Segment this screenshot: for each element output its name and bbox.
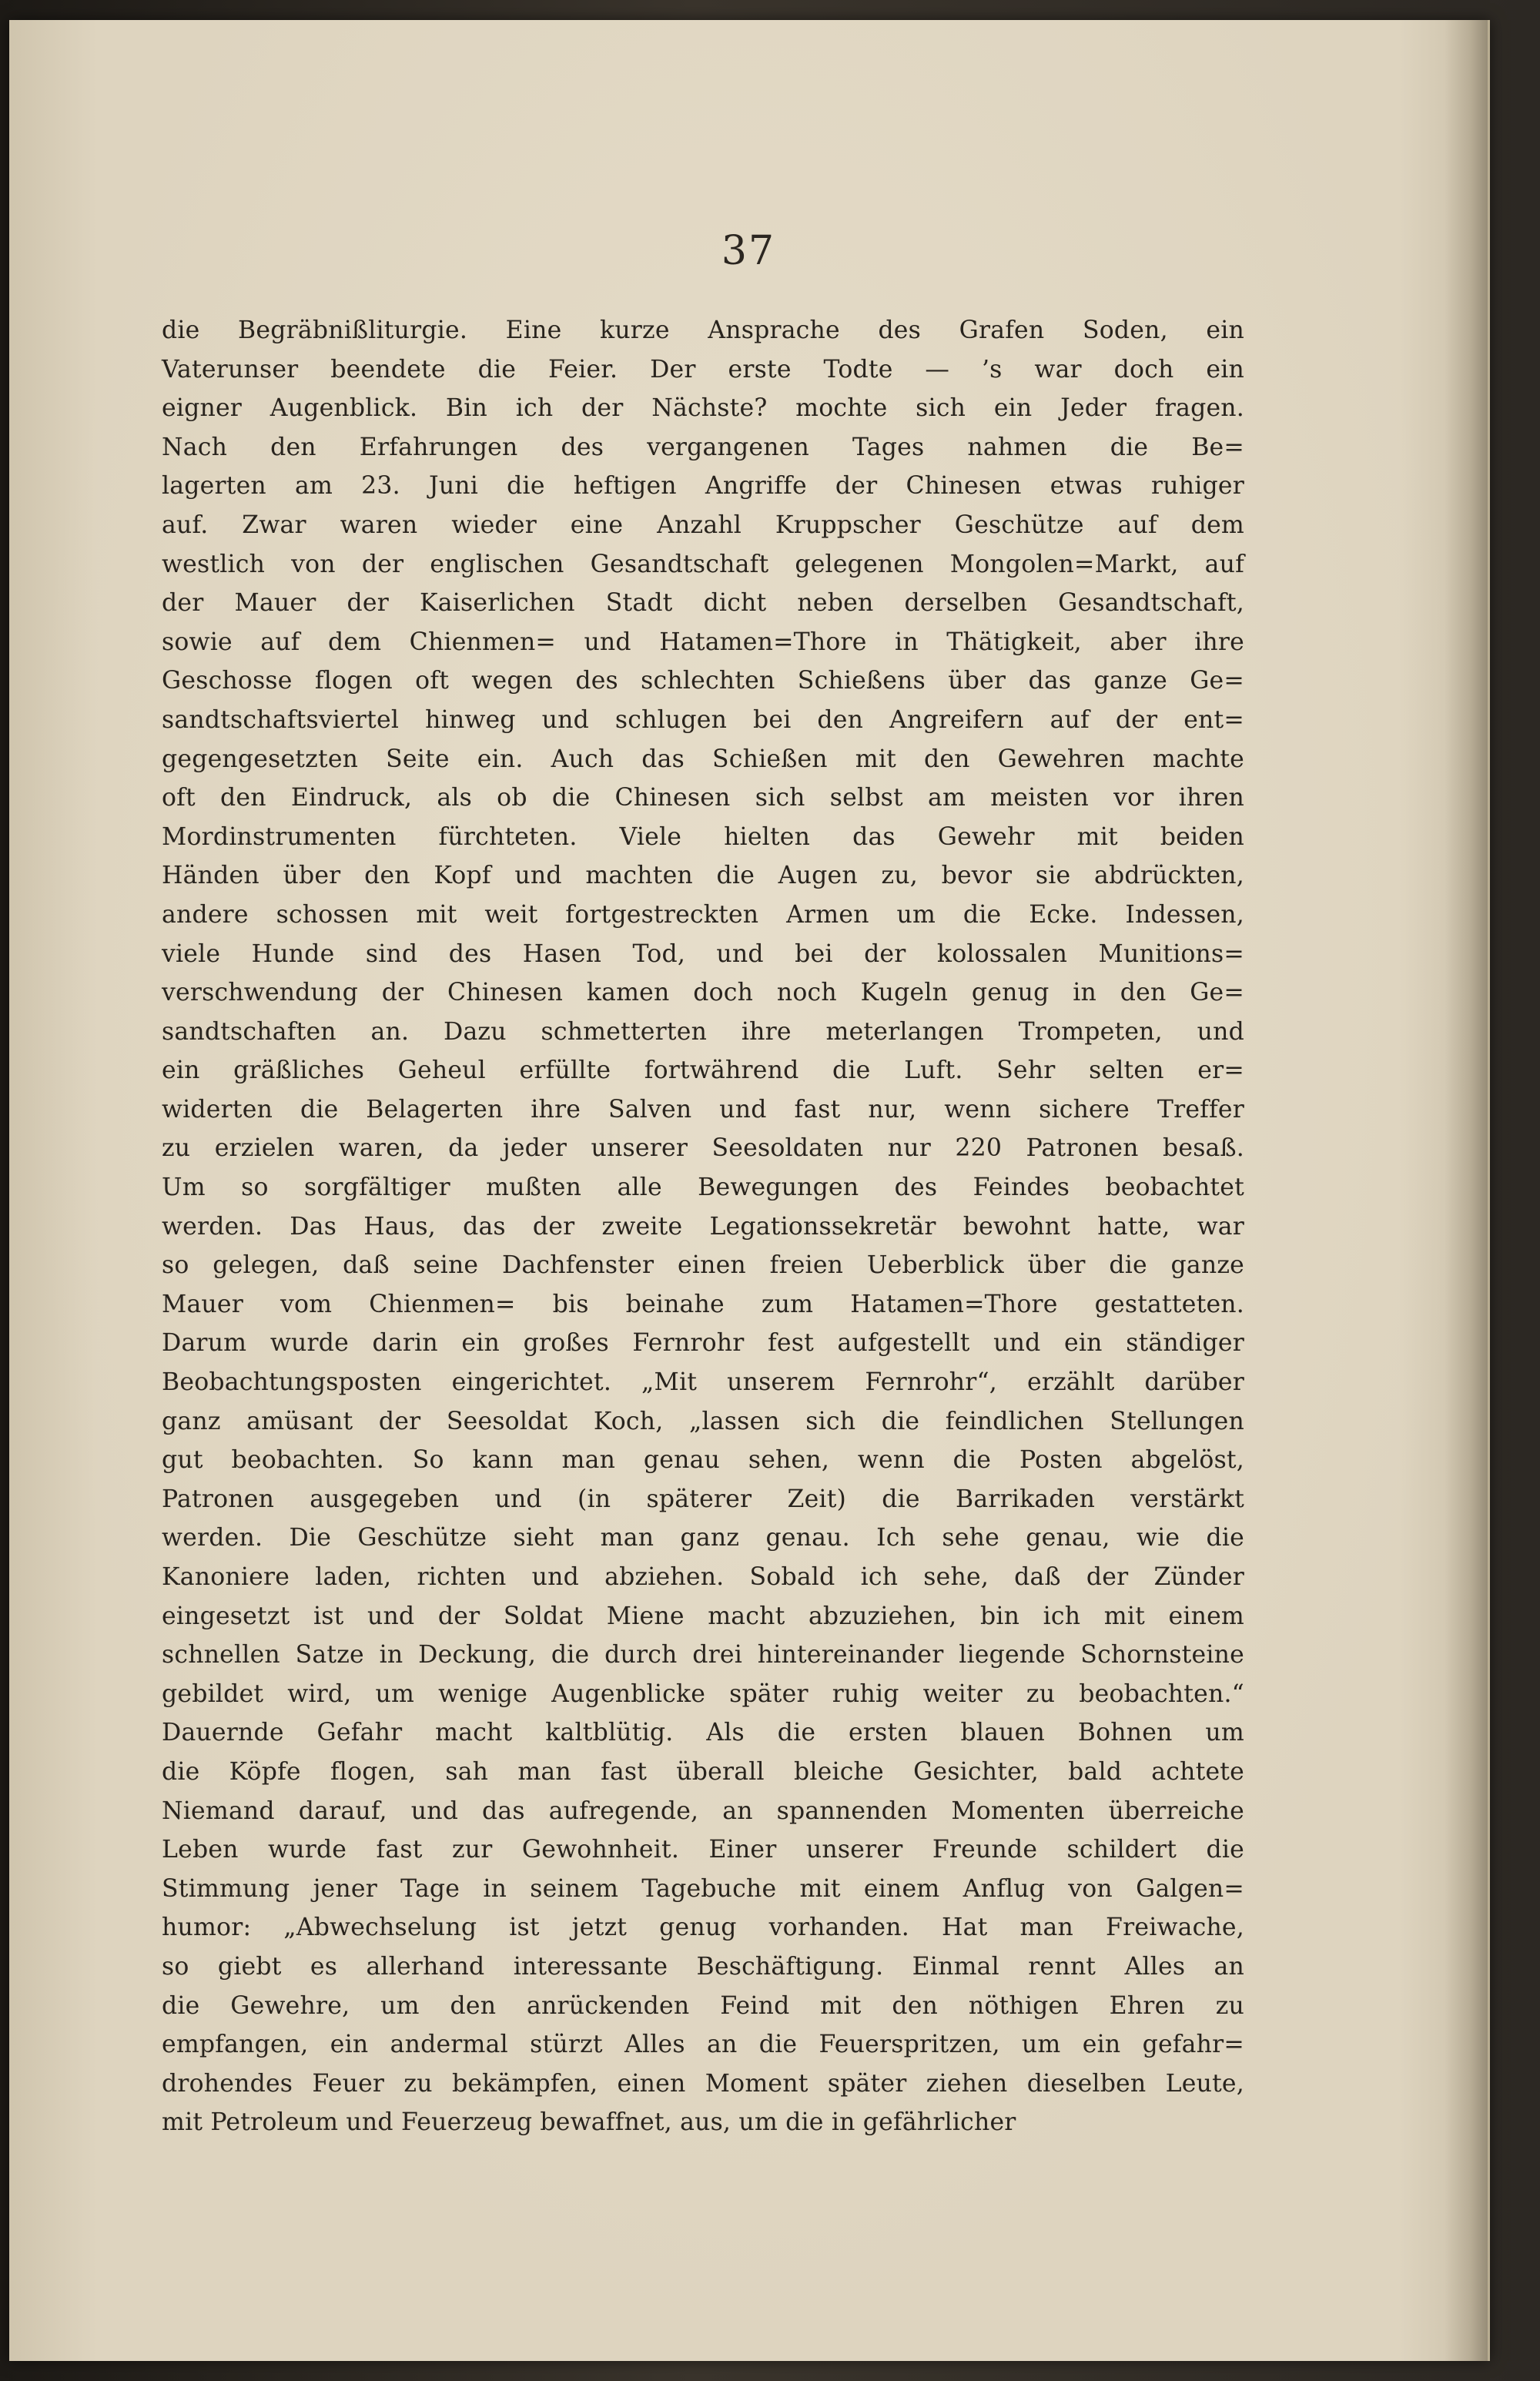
text-line: die Gewehre, um den anrückenden Feind mit den nöthigen Ehren zu	[162, 1991, 1244, 2020]
page-number: 37	[721, 228, 776, 274]
text-line: Niemand darauf, und das aufregende, an spannenden Momenten überreiche	[162, 1797, 1244, 1825]
text-line: drohendes Feuer zu bekämpfen, einen Moment später ziehen dieselben Leute,	[162, 2069, 1244, 2098]
text-line: Händen über den Kopf und machten die Augen zu, bevor sie abdrückten,	[162, 862, 1244, 890]
text-line: schnellen Satze in Deckung, die durch drei hintereinander liegende Schornsteine	[162, 1641, 1244, 1669]
text-line: andere schossen mit weit fortgestreckten Armen um die Ecke. Indessen,	[162, 900, 1244, 929]
text-line: Patronen ausgegeben und (in späterer Zeit) die Barrikaden verstärkt	[162, 1485, 1244, 1513]
text-line: gebildet wird, um wenige Augenblicke später ruhig weiter zu beobachten.“	[162, 1679, 1244, 1708]
text-line: westlich von der englischen Gesandtschaft gelegenen Mongolen=Markt, auf	[162, 550, 1244, 578]
body-text	[162, 311, 1244, 2142]
text-line: eingesetzt ist und der Soldat Miene macht abzuziehen, bin ich mit einem	[162, 1602, 1244, 1630]
text-line: Mauer vom Chienmen= bis beinahe zum Hatamen=Thore gestatteten.	[162, 1290, 1244, 1318]
text-line: widerten die Belagerten ihre Salven und fast nur, wenn sichere Treffer	[162, 1095, 1244, 1124]
text-line: so giebt es allerhand interessante Beschäftigung. Einmal rennt Alles an	[162, 1952, 1244, 1981]
text-line: auf. Zwar waren wieder eine Anzahl Kruppscher Geschütze auf dem	[162, 511, 1244, 539]
text-line: Um so sorgfältiger mußten alle Bewegungen des Feindes beobachtet	[162, 1174, 1244, 1202]
text-line: eigner Augenblick. Bin ich der Nächste? mochte sich ein Jeder fragen.	[162, 394, 1244, 423]
text-line: humor: „Abwechselung ist jetzt genug vorhanden. Hat man Freiwache,	[162, 1914, 1244, 1942]
text-line: empfangen, ein andermal stürzt Alles an die Feuerspritzen, um ein gefahr=	[162, 2031, 1244, 2059]
text-line: Leben wurde fast zur Gewohnheit. Einer unserer Freunde schildert die	[162, 1836, 1244, 1864]
text-line: Beobachtungsposten eingerichtet. „Mit unserem Fernrohr“, erzählt darüber	[162, 1368, 1244, 1397]
text-line: mit Petroleum und Feuerzeug bewaffnet, aus, um die in gefährlicher	[162, 2108, 1016, 2137]
text-line: werden. Die Geschütze sieht man ganz genau. Ich sehe genau, wie die	[162, 1524, 1244, 1552]
text-line: oft den Eindruck, als ob die Chinesen sich selbst am meisten vor ihren	[162, 784, 1244, 812]
text-line: sandtschaftsviertel hinweg und schlugen bei den Angreifern auf der ent=	[162, 705, 1244, 734]
text-line: Darum wurde darin ein großes Fernrohr fest aufgestellt und ein ständiger	[162, 1329, 1244, 1358]
text-line: lagerten am 23. Juni die heftigen Angriffe der Chinesen etwas ruhiger	[162, 472, 1244, 501]
text-line: zu erzielen waren, da jeder unserer Seesoldaten nur 220 Patronen besaß.	[162, 1134, 1244, 1163]
text-line: sandtschaften an. Dazu schmetterten ihre meterlangen Trompeten, und	[162, 1017, 1244, 1046]
text-line: Kanoniere laden, richten und abziehen. Sobald ich sehe, daß der Zünder	[162, 1563, 1244, 1591]
page-edge-shadow	[1445, 20, 1488, 2361]
text-line: werden. Das Haus, das der zweite Legationssekretär bewohnt hatte, war	[162, 1212, 1244, 1241]
text-line: Stimmung jener Tage in seinem Tagebuche mit einem Anflug von Galgen=	[162, 1874, 1244, 1903]
text-line: ganz amüsant der Seesoldat Koch, „lassen sich die feindlichen Stellungen	[162, 1407, 1244, 1435]
text-line: die Köpfe flogen, sah man fast überall bleiche Gesichter, bald achtete	[162, 1757, 1244, 1786]
text-line: Nach den Erfahrungen des vergangenen Tages nahmen die Be=	[162, 433, 1244, 461]
text-line: Vaterunser beendete die Feier. Der erste Todte — ’s war doch ein	[162, 355, 1244, 383]
text-line: verschwendung der Chinesen kamen doch noch Kugeln genug in den Ge=	[162, 979, 1244, 1007]
text-line: die Begräbnißliturgie. Eine kurze Ansprache des Grafen Soden, ein	[162, 316, 1244, 344]
text-line: sowie auf dem Chienmen= und Hatamen=Thore in Thätigkeit, aber ihre	[162, 628, 1244, 656]
text-line: Geschosse flogen oft wegen des schlechten Schießens über das ganze Ge=	[162, 667, 1244, 695]
text-line: Dauernde Gefahr macht kaltblütig. Als die ersten blauen Bohnen um	[162, 1719, 1244, 1747]
text-line: viele Hunde sind des Hasen Tod, und bei der kolossalen Munitions=	[162, 939, 1244, 968]
text-line: ein gräßliches Geheul erfüllte fortwährend die Luft. Sehr selten er=	[162, 1057, 1244, 1085]
text-line: gut beobachten. So kann man genau sehen, wenn die Posten abgelöst,	[162, 1446, 1244, 1475]
book-page	[9, 20, 1490, 2361]
text-line: der Mauer der Kaiserlichen Stadt dicht neben derselben Gesandtschaft,	[162, 589, 1244, 618]
text-line: so gelegen, daß seine Dachfenster einen freien Ueberblick über die ganze	[162, 1251, 1244, 1280]
text-line: gegengesetzten Seite ein. Auch das Schießen mit den Gewehren machte	[162, 745, 1244, 773]
text-line: Mordinstrumenten fürchteten. Viele hielten das Gewehr mit beiden	[162, 822, 1244, 851]
